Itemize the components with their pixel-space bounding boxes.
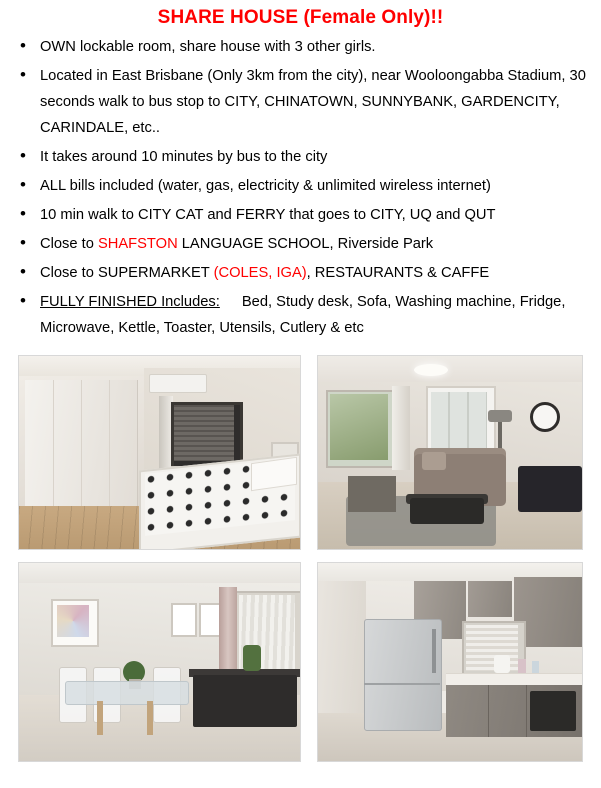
bullet-text-supermarket: Close to SUPERMARKET (COLES, IGA), RESTAURANTS & CAFFE [40, 265, 490, 281]
cabinet-seam [488, 685, 489, 737]
bullet-text-bills: ALL bills included (water, gas, electricity & unlimited wireless internet) [40, 178, 491, 194]
table-leg [147, 701, 153, 735]
photo-dining [18, 562, 301, 762]
window-blind [174, 405, 234, 461]
bullet-text-commute: It takes around 10 minutes by bus to the city [40, 149, 328, 165]
oven [530, 691, 576, 731]
window-view [330, 394, 388, 460]
fridge [364, 619, 442, 731]
fridge-handle [432, 629, 436, 673]
cushion [422, 452, 446, 470]
photo-gallery [10, 355, 591, 762]
side-table [348, 476, 396, 512]
potted-plant [243, 645, 261, 671]
page-title: SHARE HOUSE (Female Only)!! [157, 7, 444, 28]
curtain [392, 386, 410, 470]
list-item [16, 231, 591, 257]
photo-row-top [18, 355, 583, 550]
list-item [16, 63, 591, 141]
counter-item [518, 659, 526, 673]
bullet-text-location: Located in East Brisbane (Only 3km from the city), near Wooloongabba Stadium, 30 seconds walk to bus stop to CITY, CHINATOWN, SUNNYBANK, GARDENCITY, CARINDALE, etc.. [40, 68, 586, 136]
cabinet-seam [526, 685, 527, 737]
upper-cabinet-middle [468, 581, 512, 617]
coffee-table [410, 498, 484, 524]
wall-art-image [57, 605, 89, 637]
tv-unit [518, 466, 582, 512]
fridge-door-seam [364, 683, 440, 685]
list-item [16, 260, 591, 286]
sideboard [193, 675, 297, 727]
table-leg [97, 701, 103, 735]
list-item [16, 173, 591, 199]
air-conditioner [149, 374, 207, 393]
wardrobe [25, 380, 138, 508]
bullet-text-furnished: FULLY FINISHED Includes: Bed, Study desk, Sofa, Washing machine, Fridge, Microwave, Kettle, Toaster, Utensils, Cutlery & etc [40, 294, 566, 336]
bullet-text-own-room: OWN lockable room, share house with 3 other girls. [40, 39, 376, 55]
floor-lamp-shade [488, 410, 512, 422]
photo-bedroom [18, 355, 301, 550]
photo-lounge [317, 355, 583, 550]
side-wall [318, 581, 366, 731]
bullet-text-citycat: 10 min walk to CITY CAT and FERRY that goes to CITY, UQ and QUT [40, 207, 496, 223]
bullet-text-shafston: Close to SHAFSTON LANGUAGE SCHOOL, Riverside Park [40, 236, 434, 252]
features-list [10, 34, 591, 341]
photo-kitchen [317, 562, 583, 762]
kettle [494, 655, 510, 673]
counter-item [532, 661, 539, 673]
window-blind [466, 625, 518, 671]
list-item [16, 202, 591, 228]
glass-dining-table [65, 681, 189, 705]
list-item [16, 289, 591, 341]
picture-frame [171, 603, 197, 637]
photo-row-bottom [18, 562, 583, 762]
list-item [16, 34, 591, 60]
list-item [16, 144, 591, 170]
